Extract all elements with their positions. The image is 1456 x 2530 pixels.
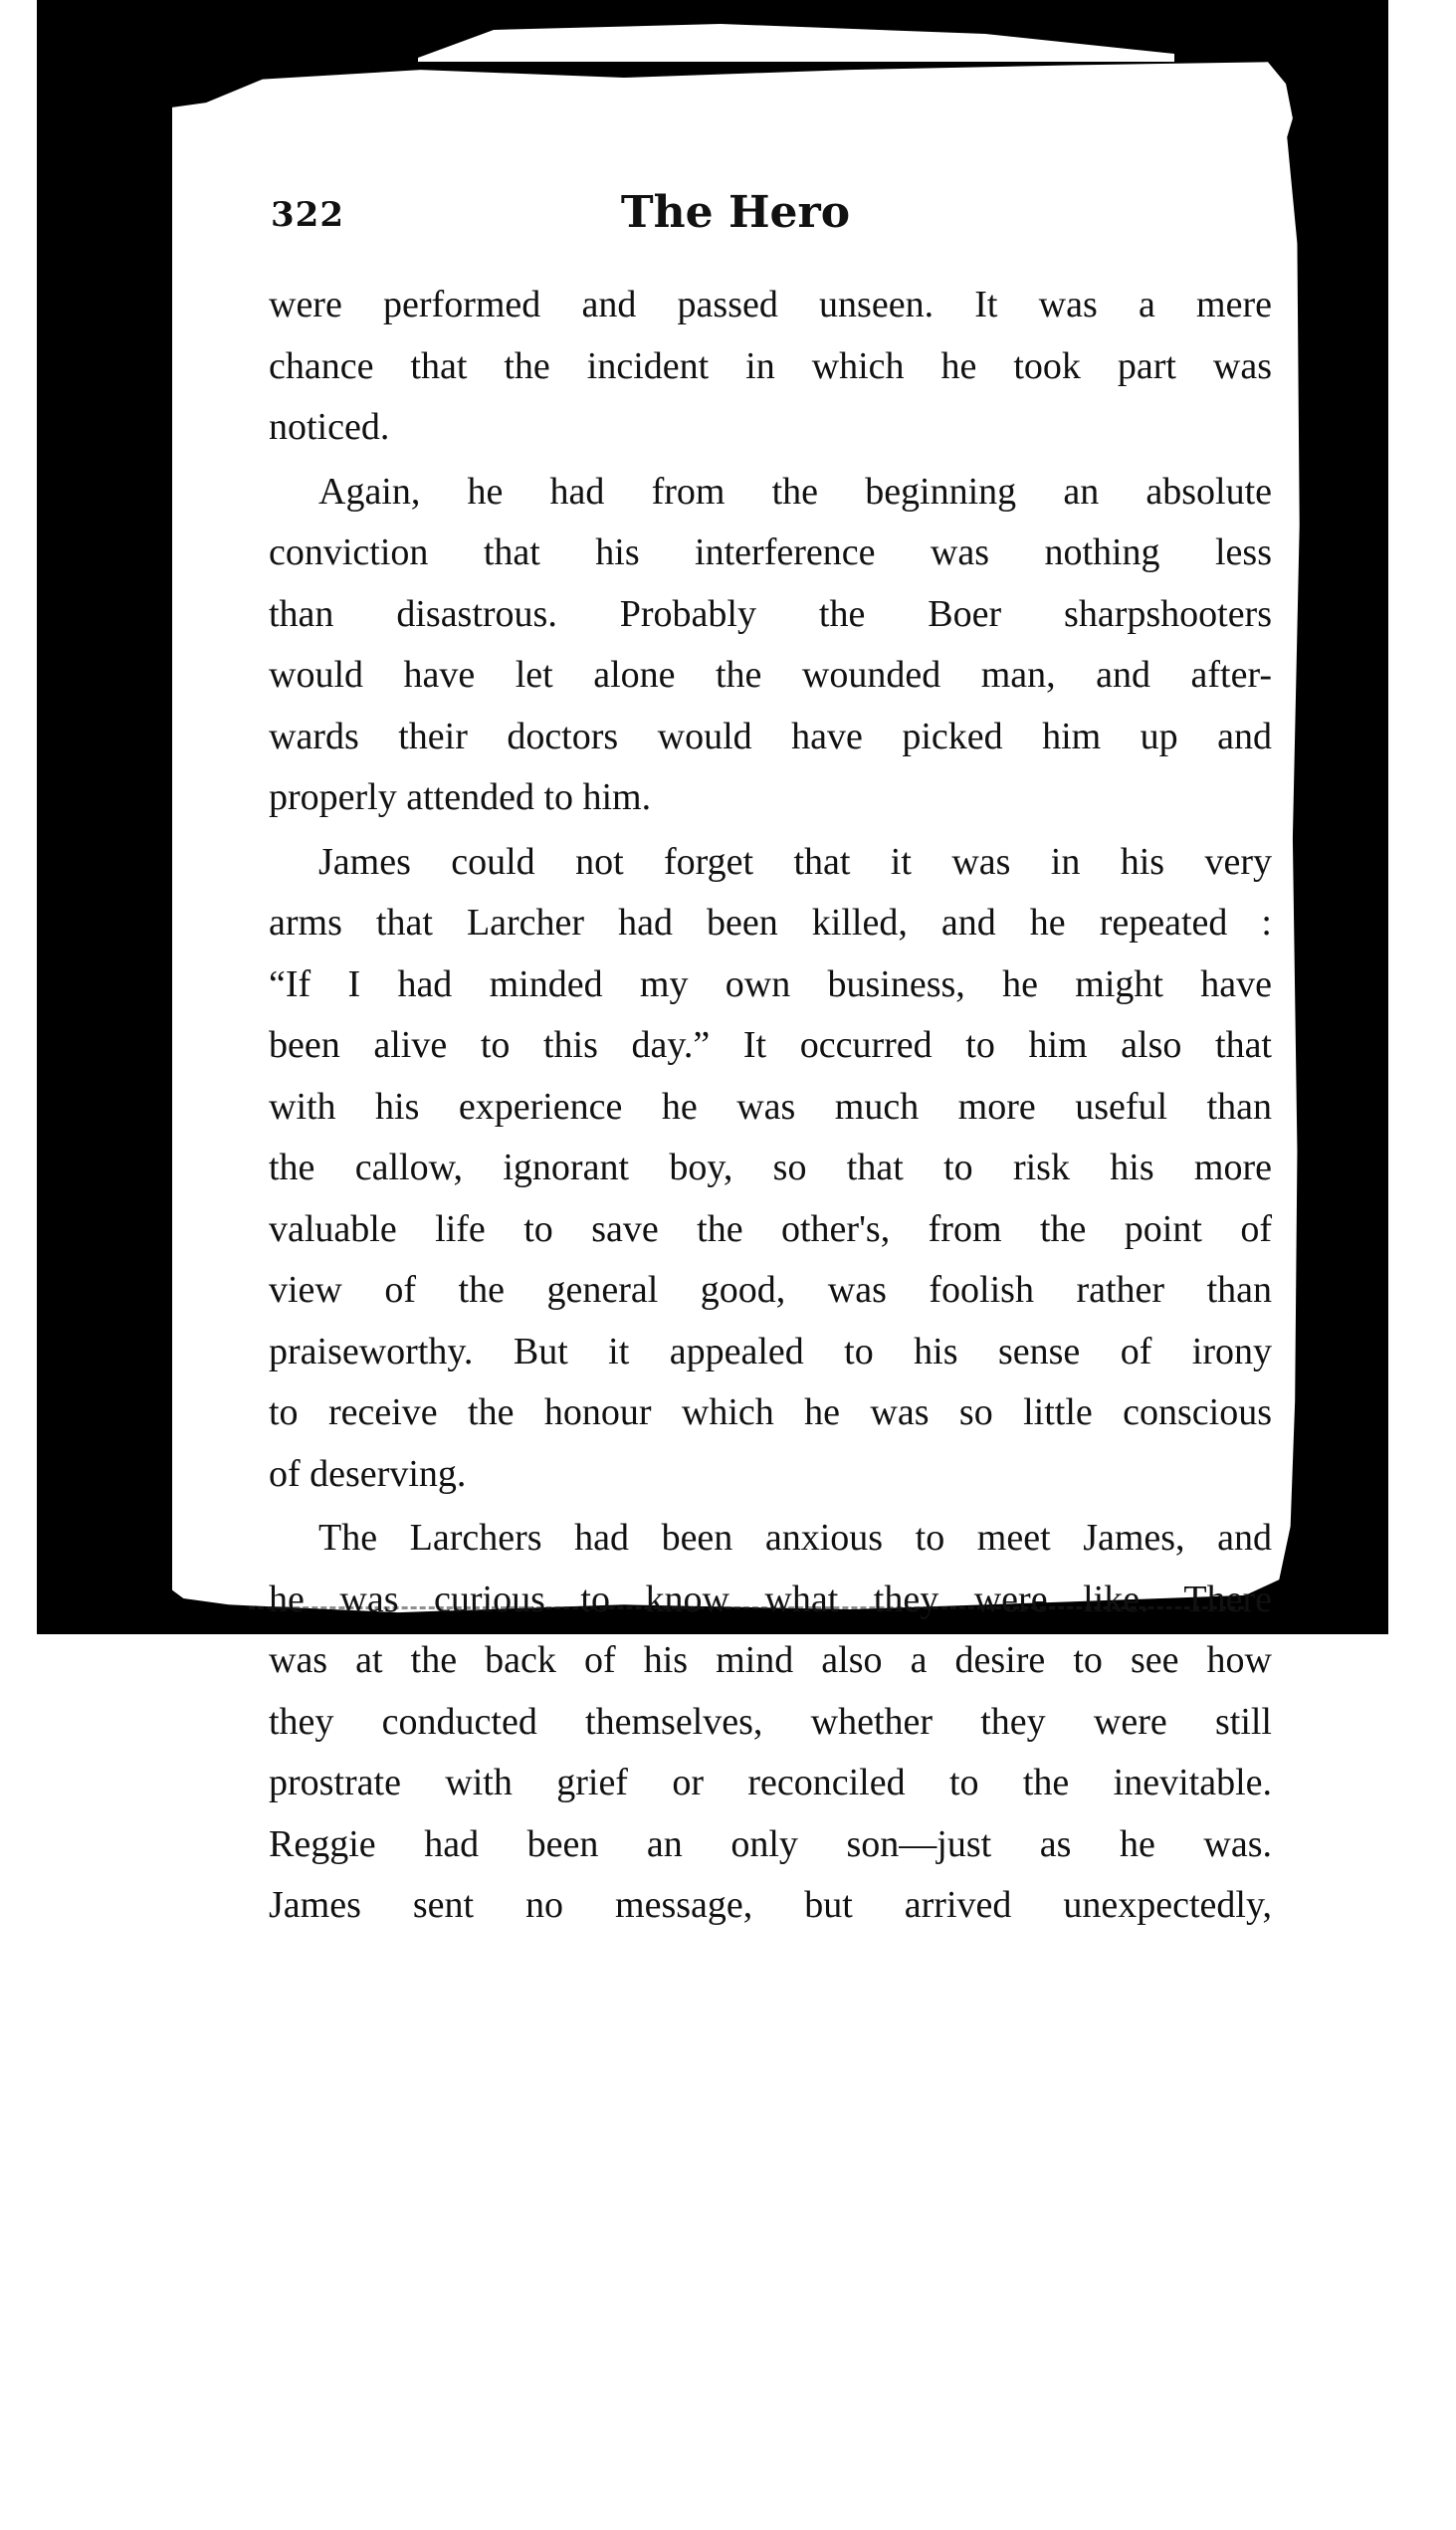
- text-line: James sent no message, but arrived unexpectedly,: [269, 1884, 1272, 1926]
- page-header: [271, 187, 1276, 247]
- text-line: chance that the incident in which he took part was: [269, 344, 1272, 387]
- text-line: the callow, ignorant boy, so that to risk his more: [269, 1147, 1272, 1188]
- text-line: “If I had minded my own business, he might have: [269, 962, 1272, 1005]
- text-line: wards their doctors would have picked him up and: [269, 715, 1272, 757]
- text-line: The Larchers had been anxious to meet James, and: [318, 1517, 1272, 1559]
- paragraph: [269, 832, 1272, 1506]
- body-text: [269, 275, 1272, 1940]
- text-line: he was curious to know what they were like. There: [269, 1578, 1272, 1620]
- paragraph: [269, 275, 1272, 459]
- text-line: valuable life to save the other's, from the point of: [269, 1207, 1272, 1250]
- text-line: would have let alone the wounded man, and after-: [269, 654, 1272, 696]
- text-line: Reggie had been an only son—just as he was.: [269, 1822, 1272, 1865]
- paragraph: [269, 1508, 1272, 1937]
- text-line: to receive the honour which he was so little conscious: [269, 1391, 1272, 1433]
- text-line: was at the back of his mind also a desire to see how: [269, 1639, 1272, 1681]
- text-line: arms that Larcher had been killed, and he repeated :: [269, 902, 1272, 944]
- text-line: praiseworthy. But it appealed to his sense of irony: [269, 1330, 1272, 1372]
- text-line: they conducted themselves, whether they were still: [269, 1700, 1272, 1743]
- text-line: noticed.: [269, 406, 390, 448]
- text-line: with his experience he was much more useful than: [269, 1085, 1272, 1128]
- text-line: James could not forget that it was in his very: [318, 840, 1272, 883]
- paragraph: [269, 462, 1272, 829]
- text-line: view of the general good, was foolish rather than: [269, 1269, 1272, 1311]
- text-line: properly attended to him.: [269, 776, 652, 818]
- text-line: of deserving.: [269, 1452, 467, 1495]
- running-head: The Hero: [620, 187, 851, 238]
- text-line: than disastrous. Probably the Boer sharpshooters: [269, 592, 1272, 635]
- text-line: conviction that his interference was nothing less: [269, 531, 1272, 573]
- text-line: were performed and passed unseen. It was a mere: [269, 284, 1272, 325]
- page-number: 322: [271, 195, 344, 235]
- text-line: prostrate with grief or reconciled to the inevitable.: [269, 1762, 1272, 1803]
- text-line: been alive to this day.” It occurred to him also that: [269, 1024, 1272, 1066]
- text-line: Again, he had from the beginning an absolute: [318, 470, 1272, 513]
